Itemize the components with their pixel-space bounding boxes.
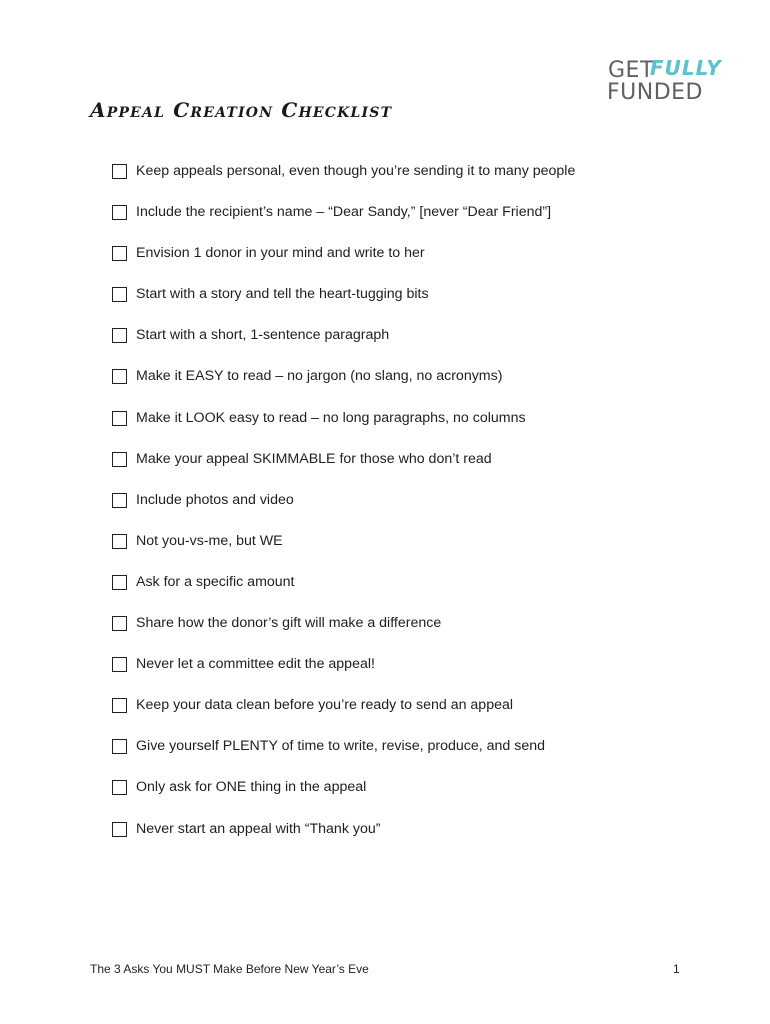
checklist-item-label: Make your appeal SKIMMABLE for those who don’t read (136, 450, 492, 467)
checklist-item-label: Make it EASY to read – no jargon (no slang, no acronyms) (136, 368, 503, 385)
checklist-item (112, 160, 575, 201)
checklist-item (112, 242, 575, 283)
get-fully-funded-logo (606, 56, 722, 105)
checklist-item (112, 571, 575, 612)
checklist-item-label: Include the recipient’s name – “Dear Sandy,” [never “Dear Friend”] (136, 204, 552, 221)
checklist-item-label: Envision 1 donor in your mind and write to her (136, 245, 425, 262)
checklist-item-label: Never let a committee edit the appeal! (136, 656, 375, 673)
checkbox-icon[interactable] (112, 534, 127, 549)
checkbox-icon[interactable] (112, 780, 127, 795)
checklist-item-label: Make it LOOK easy to read – no long paragraphs, no columns (136, 409, 526, 426)
checkbox-icon[interactable] (112, 616, 127, 631)
checklist-item-label: Start with a story and tell the heart-tugging bits (136, 286, 429, 303)
checklist-item-label: Ask for a specific amount (136, 573, 295, 590)
checkbox-icon[interactable] (112, 246, 127, 261)
checkbox-icon[interactable] (112, 575, 127, 590)
footer-document-title: The 3 Asks You MUST Make Before New Year’s Eve (90, 962, 369, 976)
checkbox-icon[interactable] (112, 822, 127, 837)
checklist-item-label: Share how the donor’s gift will make a difference (136, 615, 442, 632)
checklist-item (112, 448, 575, 489)
checklist-item-label: Keep your data clean before you’re ready to send an appeal (136, 697, 514, 714)
checkbox-icon[interactable] (112, 411, 127, 426)
checklist-item (112, 365, 575, 406)
checkbox-icon[interactable] (112, 698, 127, 713)
logo-word-funded: FUNDED (607, 80, 703, 105)
checklist-item-label: Never start an appeal with “Thank you” (136, 820, 381, 837)
checklist-item (112, 530, 575, 571)
checklist-item-label: Only ask for ONE thing in the appeal (136, 779, 367, 796)
logo-word-get: GET (608, 58, 654, 83)
checkbox-icon[interactable] (112, 328, 127, 343)
checklist-item-label: Not you-vs-me, but WE (136, 532, 283, 549)
checklist-item (112, 489, 575, 530)
checkbox-icon[interactable] (112, 164, 127, 179)
checklist-item (112, 283, 575, 324)
checklist-item-label: Start with a short, 1-sentence paragraph (136, 327, 390, 344)
checkbox-icon[interactable] (112, 493, 127, 508)
checklist-item (112, 776, 575, 817)
checkbox-icon[interactable] (112, 657, 127, 672)
checklist-item (112, 324, 575, 365)
checkbox-icon[interactable] (112, 452, 127, 467)
checklist-item (112, 735, 575, 776)
logo-word-fully: FULLY (650, 56, 722, 80)
checklist-item (112, 653, 575, 694)
checklist-item-label: Keep appeals personal, even though you’re sending it to many people (136, 163, 576, 179)
checkbox-icon[interactable] (112, 287, 127, 302)
checklist-item (112, 201, 575, 242)
checklist-item (112, 694, 575, 735)
page-number: 1 (673, 962, 680, 976)
checkbox-icon[interactable] (112, 739, 127, 754)
checklist-item (112, 612, 575, 653)
checklist-item-label: Include photos and video (136, 491, 294, 508)
appeal-checklist (112, 160, 575, 859)
checklist-item (112, 818, 575, 859)
checklist-item-label: Give yourself PLENTY of time to write, revise, produce, and send (136, 738, 545, 755)
checkbox-icon[interactable] (112, 369, 127, 384)
page-title: Appeal Creation Checklist (90, 98, 393, 122)
checklist-item (112, 407, 575, 448)
checkbox-icon[interactable] (112, 205, 127, 220)
